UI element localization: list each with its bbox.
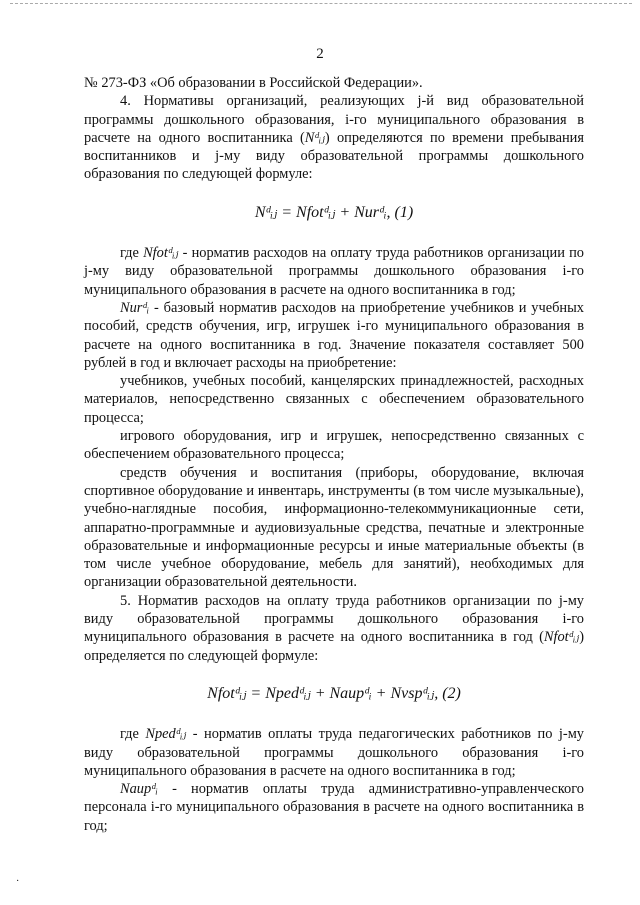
definition-nur-text: - базовый норматив расходов на приобретение учебников и учебных пособий, средств обучения, игр, игрушек i-го муниципального образования в расчете на одного воспитанника в год. Значение показателя составляет 500 рублей в год и включает расходы на приобретение: [84, 299, 584, 371]
definition-nped-prefix: где [120, 726, 146, 743]
definition-nur [84, 299, 584, 372]
definition-nped-text: - норматив оплаты труда педагогических работников по j-му виду образовательной программы дошкольного образования i-го муниципального образования в расчете на одного воспитанника в год; [84, 726, 584, 779]
symbol-nped: Npedᵈᵢⱼ [145, 726, 187, 743]
definition-nfot-prefix: где [120, 245, 144, 262]
definition-nfot [84, 244, 584, 299]
list-item-toys: игрового оборудования, игр и игрушек, непосредственно связанных с обеспечением образовательного процесса; [84, 428, 584, 463]
law-reference: № 273-ФЗ «Об образовании в Российской Федерации». [84, 75, 423, 91]
list-item-equipment: средств обучения и воспитания (приборы, оборудование, включая спортивное оборудование и инвентарь, инструменты (в том числе музыкальные), учебно-наглядные пособия, информационно-телекоммуникационные сети, аппаратно-программные и аудиовизуальные средства, печатные и электронные образовательные и информационные ресурсы и иные материальные объекты (в том числе учебное оборудование, мебель для занятий), необходимых для организации образовательной деятельности. [84, 464, 584, 591]
document-body [84, 74, 584, 835]
top-border-line [10, 3, 632, 4]
definition-nped [84, 725, 584, 780]
list-item-textbooks: учебников, учебных пособий, канцелярских принадлежностей, расходных материалов, непосредственно связанных с обеспечением образовательного процесса; [84, 373, 584, 426]
paragraph-5-text-b: ) определяется по следующей формуле: [84, 629, 584, 664]
paragraph-5-text-a: 5. Норматив расходов на оплату труда работников организации по j-му виду образовательной программы дошкольного образования i-го муниципального образования в расчете на одного воспитанника в год ( [84, 592, 584, 646]
definition-nfot-text: - норматив расходов на оплату труда работников организации по j-му виду образовательной программы дошкольного образования i-го муниципального образования в расчете на одного воспитанника в год; [84, 245, 584, 298]
definition-naup-text: - норматив оплаты труда административно-управленческого персонала i-го муниципального образования в расчете на одного воспитанника в год; [84, 781, 584, 834]
paragraph-4-text-a: 4. Нормативы организаций, реализующих j-й вид образовательной программы дошкольного образования, i-го муниципального образования в расчете на одного воспитанника ( [84, 93, 584, 146]
symbol-nfot-2: Nfotᵈᵢⱼ [543, 629, 580, 646]
symbol-nur: Nurᵈᵢ [120, 299, 150, 316]
page-number: 2 [316, 46, 324, 62]
scan-speck: · [16, 876, 20, 887]
paragraph-5 [84, 592, 584, 665]
formula-2: Nfotᵈᵢⱼ = Npedᵈᵢⱼ + Naupᵈᵢ + Nvspᵈᵢⱼ, (2) [207, 684, 461, 702]
formula-1: Nᵈᵢⱼ = Nfotᵈᵢⱼ + Nurᵈᵢ, (1) [254, 203, 414, 221]
definition-naup [84, 780, 584, 835]
symbol-naup: Naupᵈᵢ [120, 781, 158, 798]
symbol-nd: Nᵈᵢⱼ [304, 129, 325, 146]
paragraph-4-text-b: ) определяются по времени пребывания воспитанников и j-му виду образовательной программы дошкольного образования по следующей формуле: [84, 129, 584, 183]
paragraph-4 [84, 92, 584, 183]
symbol-nfot: Nfotᵈᵢⱼ [143, 245, 179, 262]
